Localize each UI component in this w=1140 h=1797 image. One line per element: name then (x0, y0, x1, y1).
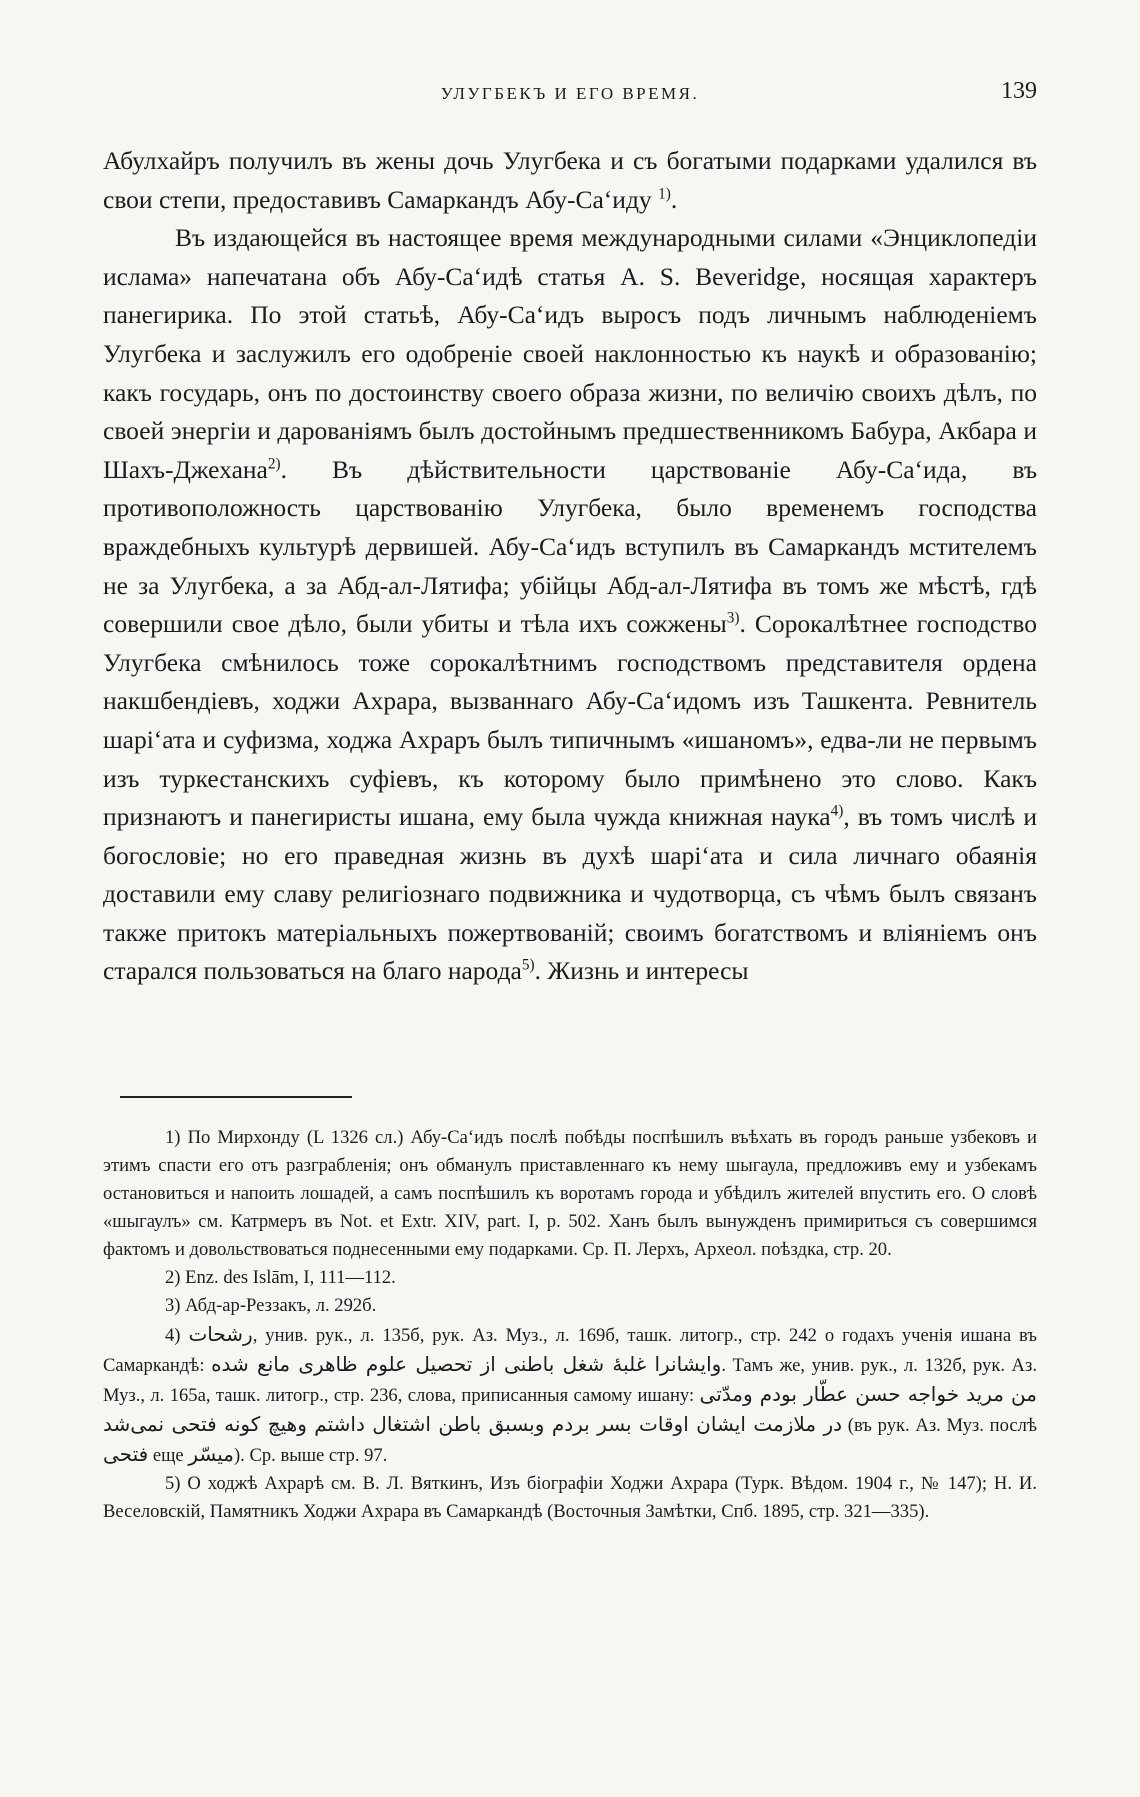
footnote-4-text-2: . Тамъ же, унив. рук., л. 132б, рук. Аз. Муз., л. 165а, ташк. литогр., стр. 236, слова, приписанныя самому ишану: (103, 1355, 1037, 1406)
footnote-4-text-1: , унив. рук., л. 135б, рук. Аз. Муз., л. 169б, ташк. литогр., стр. 242 о годахъ ученія ишана въ Самаркандѣ: (103, 1325, 1037, 1376)
footnotes (103, 1124, 1037, 1526)
footnote-4-arabic-quote-2: من مرید خواجه حسن عطّار بودم ومدّتی در ملازمت ایشان اوقات بسر بردم وبسبق باطن اشتغال داشتم وهیچ کونه فتحی نمی‌شد (103, 1382, 1037, 1436)
footnote-4-text-3: (въ рук. Аз. Муз. послѣ (847, 1415, 1037, 1436)
paragraph-2-part-d: , въ томъ числѣ и богословіе; но его праведная жизнь въ духѣ шарі‘ата и сила личнаго обаянія доставили ему славу религіознаго подвижника и чудотворца, съ чѣмъ былъ связанъ также притокъ матеріальныхъ пожертвованій; своимъ богатствомъ и вліяніемъ онъ старался пользоваться на благо народа (103, 802, 1037, 986)
footnote-4 (103, 1320, 1037, 1470)
page-number: 139 (1001, 78, 1037, 104)
running-title: УЛУГБЕКЪ И ЕГО ВРЕМЯ. (440, 84, 700, 103)
footnote-4-arabic-word-2: میسّر (188, 1442, 234, 1466)
footnote-4-arabic-quote-1: وايشانرا غلبهٔ شغل باطنی از تحصیل علوم ظاهری مانع شده (211, 1352, 722, 1376)
footnote-4-arabic-title: رشحات (188, 1322, 253, 1346)
footnote-ref-2: 2) (267, 455, 281, 473)
footnote-5: 5) О ходжѣ Ахрарѣ см. В. Л. Вяткинъ, Изъ біографіи Ходжи Ахрара (Турк. Вѣдом. 1904 г., № 147); Н. И. Веселовскій, Памятникъ Ходжи Ахрара въ Самаркандѣ (Восточныя Замѣтки, Спб. 1895, стр. 321—335). (103, 1473, 1037, 1522)
paragraph-2 (103, 219, 1037, 991)
paragraph-2-part-c: . Сорокалѣтнее господство Улугбека смѣнилось тоже сорокалѣтнимъ господствомъ представителя ордена накшбендіевъ, ходжи Ахрара, вызваннаго Абу-Са‘идомъ изъ Ташкента. Ревнитель шарі‘ата и суфизма, ходжа Ахраръ былъ типичнымъ «ишаномъ», едва-ли не первымъ изъ туркестанскихъ суфіевъ, къ которому было примѣнено это слово. Какъ признаютъ и панегиристы ишана, ему была чужда книжная наука (103, 609, 1037, 832)
footnote-4-text-5: ). Ср. выше стр. 97. (233, 1445, 388, 1466)
paragraph-2-part-e: . Жизнь и интересы (534, 956, 749, 986)
footnote-2: 2) Enz. des Islām, I, 111—112. (165, 1267, 396, 1288)
footnote-3: 3) Абд-ар-Реззакъ, л. 292б. (165, 1295, 377, 1316)
main-text (103, 142, 1037, 991)
footnote-divider (120, 1096, 352, 1098)
footnote-4-text-4: еще (152, 1445, 184, 1466)
footnote-ref-5: 5) (521, 956, 535, 974)
footnote-4-arabic-word-1: فتحی (103, 1442, 149, 1466)
footnote-ref-3: 3) (726, 609, 740, 627)
footnote-ref-1: 1) (658, 185, 671, 203)
footnote-4-number: 4) (165, 1325, 181, 1346)
footnote-ref-4: 4) (830, 802, 844, 820)
paragraph-2-part-b: . Въ дѣйствительности царствованіе Абу-Са‘ида, въ противоположность царствованію Улугбека, было временемъ господства враждебныхъ культурѣ дервишей. Абу-Са‘идъ вступилъ въ Самаркандъ мстителемъ не за Улугбека, а за Абд-ал-Лятифа; убійцы Абд-ал-Лятифа въ томъ же мѣстѣ, гдѣ совершили свое дѣло, были убиты и тѣла ихъ сожжены (103, 454, 1037, 639)
paragraph-2-part-a: Въ издающейся въ настоящее время международными силами «Энциклопедіи ислама» напечатана объ Абу-Са‘идѣ статья A. S. Beveridge, носящая характеръ панегирика. По этой статьѣ, Абу-Са‘идъ выросъ подъ личнымъ наблюденіемъ Улугбека и заслужилъ его одобреніе своей наклонностью къ наукѣ и образованію; какъ государь, онъ по достоинству своего образа жизни, по величію своихъ дѣлъ, по своей энергіи и дарованіямъ былъ достойнымъ предшественникомъ Бабура, Акбара и Шахъ-Джехана (103, 223, 1037, 484)
paragraph-1 (103, 142, 1037, 219)
page-header (0, 78, 1140, 114)
paragraph-1-text: Абулхайръ получилъ въ жены дочь Улугбека и съ богатыми подарками удалился въ свои степи, предоставивъ Самаркандъ Абу-Са‘иду (103, 146, 1037, 214)
footnote-1: 1) По Мирхонду (L 1326 сл.) Абу-Са‘идъ послѣ побѣды поспѣшилъ въѣхать въ городъ раньше узбековъ и этимъ спасти его отъ разграбленія; онъ обманулъ приставленнаго къ нему шыгаула, предложивъ ему и узбекамъ остановиться и напоить лошадей, а самъ поспѣшилъ къ воротамъ города и убѣдилъ жителей впустить его. О словѣ «шыгаулъ» см. Катрмеръ въ Not. et Extr. XIV, part. I, p. 502. Ханъ былъ вынужденъ примириться съ совершимся фактомъ и довольствоваться поднесенными ему подарками. Ср. П. Лерхъ, Археол. поѣздка, стр. 20. (103, 1127, 1037, 1260)
paragraph-1-tail: . (670, 184, 678, 214)
